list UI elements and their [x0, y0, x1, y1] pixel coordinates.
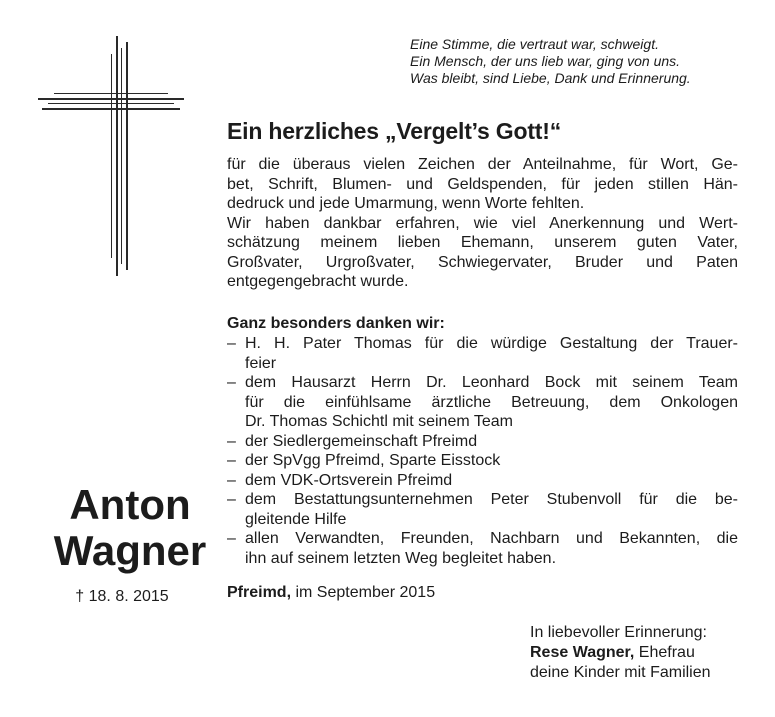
dash-bullet: – [227, 530, 236, 547]
text-line: Großvater, Urgroßvater, Schwiegervater, Bruder und Paten [227, 253, 738, 271]
page-title: Ein herzliches „Vergelt’s Gott!“ [227, 118, 561, 144]
dash-bullet: – [227, 335, 236, 352]
signoff [530, 623, 711, 683]
memorial-poem [410, 36, 750, 87]
list-item-line: für die einfühlsame ärztliche Betreuung, dem Onkologen [245, 393, 738, 411]
signoff-family: deine Kinder mit Familien [530, 664, 711, 681]
dash-bullet: – [227, 491, 236, 508]
first-name: Anton [69, 481, 191, 528]
list-item-line: dem VDK-Ortsverein Pfreimd [245, 471, 453, 489]
list-item-line: gleitende Hilfe [245, 510, 347, 528]
town: Pfreimd, [227, 584, 292, 601]
list-item-line: der Siedlergemeinschaft Pfreimd [245, 432, 478, 450]
list-item-line: dem Hausarzt Herrn Dr. Leonhard Bock mit seinem Team [245, 374, 738, 391]
text-line: bet, Schrift, Blumen- und Geldspenden, für jeden stillen Hän- [227, 175, 738, 193]
date: im September 2015 [295, 584, 436, 601]
cross-icon [38, 36, 184, 276]
text-line: Wir haben dankbar erfahren, wie viel Anerkennung und Wert- [227, 214, 738, 232]
list-item-line: ihn auf seinem letzten Weg begleitet haben. [245, 549, 557, 567]
list-item-line: dem Bestattungsunternehmen Peter Stubenvoll für die be- [245, 491, 738, 508]
list-item [227, 334, 738, 373]
list-item-line: H. H. Pater Thomas für die würdige Gestaltung der Trauer- [245, 335, 738, 352]
signoff-intro: In liebevoller Erinnerung: [530, 624, 707, 641]
signoff-spouse [530, 643, 711, 663]
place-date [227, 584, 435, 602]
spouse-name: Rese Wagner, [530, 644, 635, 661]
poem-line: Eine Stimme, die vertraut war, schweigt. [410, 36, 659, 52]
thank-you-text [227, 155, 738, 292]
list-item [227, 432, 738, 452]
list-item [227, 490, 738, 529]
list-item [227, 471, 738, 491]
dash-bullet: – [227, 432, 236, 450]
dash-bullet: – [227, 374, 236, 391]
deceased-name [40, 482, 220, 574]
list-item-line: Dr. Thomas Schichtl mit seinem Team [245, 413, 513, 430]
list-item-line: feier [245, 354, 277, 372]
list-item [227, 451, 738, 471]
text-line: für die überaus vielen Zeichen der Anteilnahme, für Wort, Ge- [227, 156, 738, 173]
poem-line: Ein Mensch, der uns lieb war, ging von uns. [410, 53, 681, 69]
list-item-line: der SpVgg Pfreimd, Sparte Eisstock [245, 452, 501, 469]
list-item-line: allen Verwandten, Freunden, Nachbarn und Bekannten, die [245, 530, 738, 547]
text-line: schätzung meinem lieben Ehemann, unserem guten Vater, [227, 234, 738, 251]
last-name: Wagner [53, 527, 207, 574]
poem-line: Was bleibt, sind Liebe, Dank und Erinnerung. [410, 70, 691, 86]
dash-bullet: – [227, 471, 236, 489]
text-line: entgegengebracht wurde. [227, 273, 409, 290]
text-line: dedruck und jede Umarmung, wenn Worte fehlten. [227, 195, 585, 212]
thanks-heading: Ganz besonders danken wir: [227, 315, 445, 332]
thanks-list [227, 334, 738, 568]
dash-bullet: – [227, 452, 236, 469]
death-date: † 18. 8. 2015 [75, 588, 169, 605]
list-item [227, 373, 738, 432]
spouse-relation: Ehefrau [638, 644, 695, 661]
list-item [227, 529, 738, 568]
